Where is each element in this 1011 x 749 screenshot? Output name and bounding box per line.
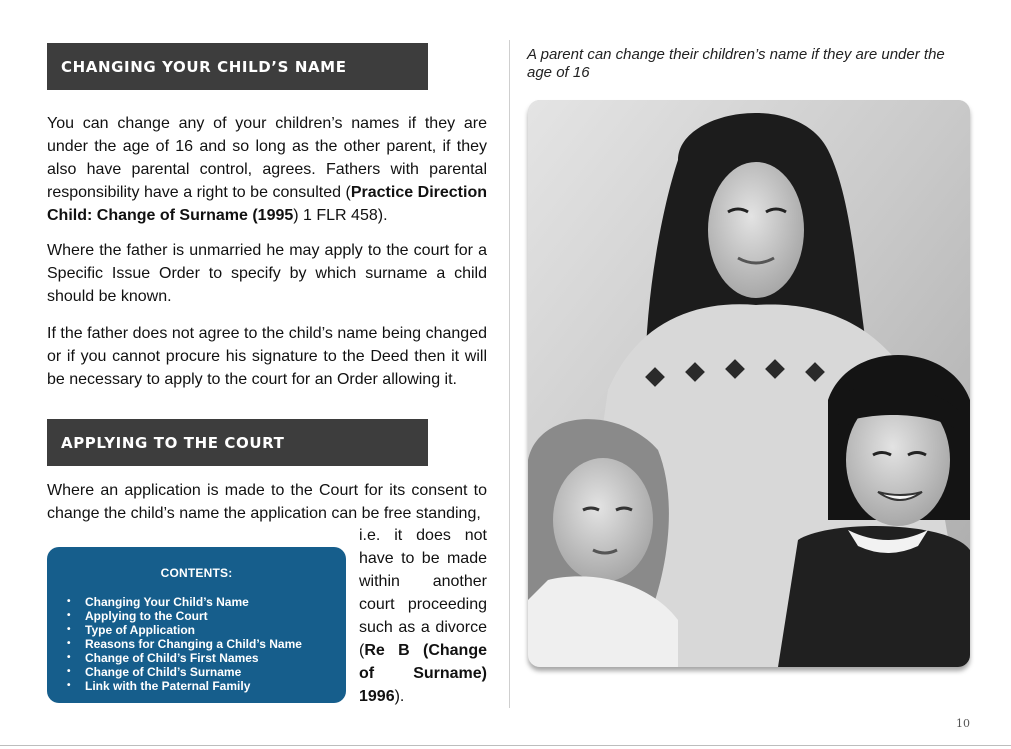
contents-item[interactable]: • Type of Application xyxy=(67,623,346,637)
contents-title: CONTENTS: xyxy=(160,566,233,580)
paragraph-2: Where the father is unmarried he may apply to the court for a Specific Issue Order to specify by which surname a child should be known. xyxy=(47,242,487,305)
paragraph-3: If the father does not agree to the child’s name being changed or if you cannot procure his signature to the Deed then it will be necessary to apply to the court for an Order allowing it. xyxy=(47,325,487,388)
paragraph-1-citation: Practice Direction Child: Change of Surname (1995 xyxy=(47,184,487,224)
section-heading-text: CHANGING YOUR CHILD’S NAME xyxy=(61,58,347,76)
paragraph-1 xyxy=(47,112,487,227)
contents-list xyxy=(47,595,346,693)
paragraph-4-continued-text: i.e. it does not have to be made within another court proceeding such as a divorce ( xyxy=(359,527,487,659)
paragraph-4-tail: ). xyxy=(394,688,405,705)
section-heading-applying-court xyxy=(47,419,428,466)
contents-item[interactable]: • Link with the Paternal Family xyxy=(67,679,346,693)
paragraph-1-text: You can change any of your children’s names if they are under the age of 16 and so long as the other parent, if they also have parental control, agrees. Fathers with parental responsibility have a right to be consulted ( xyxy=(47,115,487,201)
contents-item[interactable]: • Change of Child’s First Names xyxy=(67,651,346,665)
section-heading-text: APPLYING TO THE COURT xyxy=(61,434,285,452)
paragraph-4: Where an application is made to the Court for its consent to change the child’s name the application can be free standing, xyxy=(47,482,487,522)
paragraph-4-citation: Re B (Change of Surname) 1996 xyxy=(359,642,487,705)
contents-box xyxy=(47,547,346,703)
section-heading-changing-name xyxy=(47,43,428,90)
family-photo xyxy=(528,100,970,667)
contents-item[interactable]: • Changing Your Child’s Name xyxy=(67,595,346,609)
page-bottom-rule xyxy=(0,745,1011,746)
contents-item[interactable]: • Change of Child’s Surname xyxy=(67,665,346,679)
paragraph-1-tail: ) 1 FLR 458). xyxy=(293,207,388,224)
photo-illustration xyxy=(528,100,970,667)
contents-item[interactable]: • Applying to the Court xyxy=(67,609,346,623)
paragraph-4-continued xyxy=(359,524,487,708)
page-number: 10 xyxy=(956,717,970,730)
contents-item[interactable]: • Reasons for Changing a Child’s Name xyxy=(67,637,346,651)
photo-caption: A parent can change their children’s name if they are under the age of 16 xyxy=(527,46,945,81)
column-divider xyxy=(509,40,510,708)
